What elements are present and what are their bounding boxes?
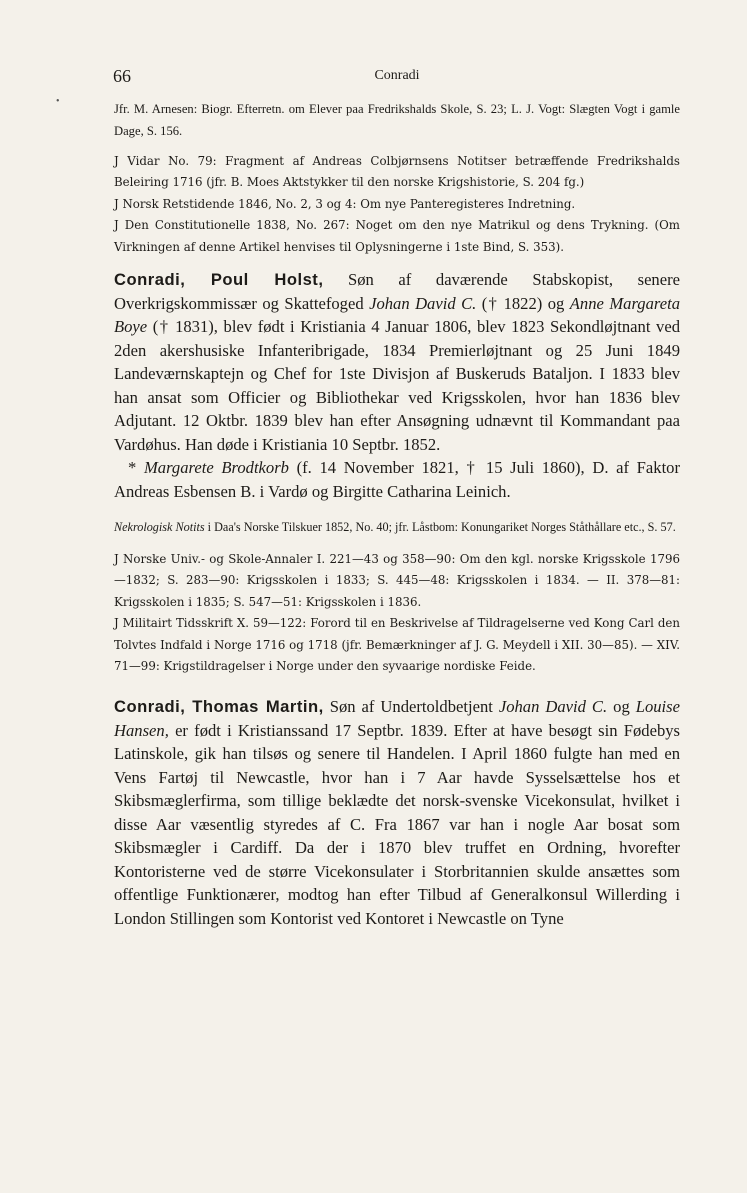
gothic-reference-4: J Norske Univ.- og Skole-Annaler I. 221—43 og 358—90: Om den kgl. norske Krigsskole 1796—1832; S. 283—90: Krigsskolen i 1833; S. 445—48: Krigsskolen i 1834. — II. 378—81: Krigsskolen i 1835; S. 547—51: Krigsskolen i 1836. [114,552,680,609]
margin-mark: • [56,96,60,107]
entry-text: († 1831), blev født i Kristiania 4 Januar 1806, blev 1823 Sekondløjtnant ved 2den akershusiske Infanteribrigade, 1834 Premierløjtnant og 25 Juni 1849 Landeværnskaptejn og Chef for 1ste Divisjon af Buskeruds Bataljon. I 1833 blev han ansat som Officier og Bibliothekar ved Krigsskolen, hvor han 1836 blev Adjutant. 12 Oktbr. 1839 blev han efter Ansøgning udnævnt til Kommandant paa Vardøhus. Han døde i Kristiania 10 Septbr. 1852. [114,317,680,454]
gothic-reference-1: J Vidar No. 79: Fragment af Andreas Colbjørnsens Notitser betræffende Fredrikshalds Beleiring 1716 (jfr. B. Moes Aktstykker til den norske Krigshistorie, S. 204 fg.) [114,154,680,190]
mother-name: Louise Hansen, [114,697,680,740]
gothic-reference-3: J Den Constitutionelle 1838, No. 267: Noget om den nye Matrikul og dens Trykning. (Om Virkningen af denne Artikel henvises til Oplysningerne i 1ste Bind, S. 353). [114,218,680,254]
entry-text: Søn af daværende Stabskopist, senere Overkrigskommissær og Skattefoged [114,270,680,313]
reference-line-1: Jfr. M. Arnesen: Biogr. Efterretn. om Elever paa Fredrikshalds Skole, S. 23; [114,102,507,116]
father-name: Johan David C. [369,293,477,313]
wife-name: Margarete Brodtkorb [143,458,289,478]
entry-text: Søn af Undertoldbetjent [323,697,499,717]
father-name: Johan David C. [498,697,608,717]
page-number: 66 [113,66,131,86]
marriage-paragraph [114,456,680,503]
reference-top [114,99,680,142]
reference-line-2: L. J. Vogt: Slægten Vogt i gamle Dage, S. 156. [114,102,681,138]
nekrolog-reference [114,517,680,537]
marriage-star: * [128,458,144,478]
entry-name: Conradi, Thomas Martin, [114,697,324,717]
nekrolog-text: i Daa's Norske Tilskuer 1852, No. 40; jfr. Låstbom: Konungariket Norges Ståthållare etc., S. 57. [204,520,676,535]
entry-text: er født i Kristianssand 17 Septbr. 1839. Efter at have besøgt sin Fødebys Latinskole, gik han tilsøs og senere til Handelen. I April 1860 fulgte han med en Vens Fartøj til Newcastle, hvor han i 7 Aar havde Sysselsættelse hos et Skibsmæglerfirma, som tillige beklædte det norsk-svenske Vicekonsulat, hvilket i disse Aar væsentlig styredes af C. Fra 1867 var han i nogle Aar bosat som Skibsmægler i Cardiff. Da der i 1870 blev truffet en Ordning, hvorefter Kontoristerne ved de større Vicekonsulater i Storbritannien skulde ansættes som offentlige Funktionærer, modtog han efter Tilbud af Generalkonsul Willerding i London Stillingen som Kontorist ved Kontoret i Newcastle on Tyne [114,720,680,928]
gothic-reference-5: J Militairt Tidsskrift X. 59—122: Forord til en Beskrivelse af Tildragelserne ved Kong Carl den Tolvtes Indfald i Norge 1716 og 1718 (jfr. Bemærkninger af J. G. Meydell i XII. 30—85). — XIV. 71—99: Krigstildragelser i Norge under den syvaarige nordiske Feide. [114,616,680,674]
page-header [113,66,681,90]
entry-thomas-martin [114,695,680,930]
gothic-reference-2: J Norsk Retstidende 1846, No. 2, 3 og 4: Om nye Panteregisteres Indretning. [114,196,576,211]
running-head: Conradi [374,68,420,83]
nekrolog-title: Nekrologisk Notits [114,520,205,535]
entry-text: og [607,697,636,717]
marriage-text: (f. 14 November 1821, † 15 Juli 1860), D. af Faktor Andreas Esbensen B. i Vardø og Birgitte Catharina Leinich. [114,458,681,501]
page-content [114,99,680,930]
entry-poul-holst [114,268,680,456]
entry-name: Conradi, Poul Holst, [114,270,324,290]
entry-text: († 1822) og [476,293,570,313]
mother-name: Anne Margareta Boye [114,293,681,337]
